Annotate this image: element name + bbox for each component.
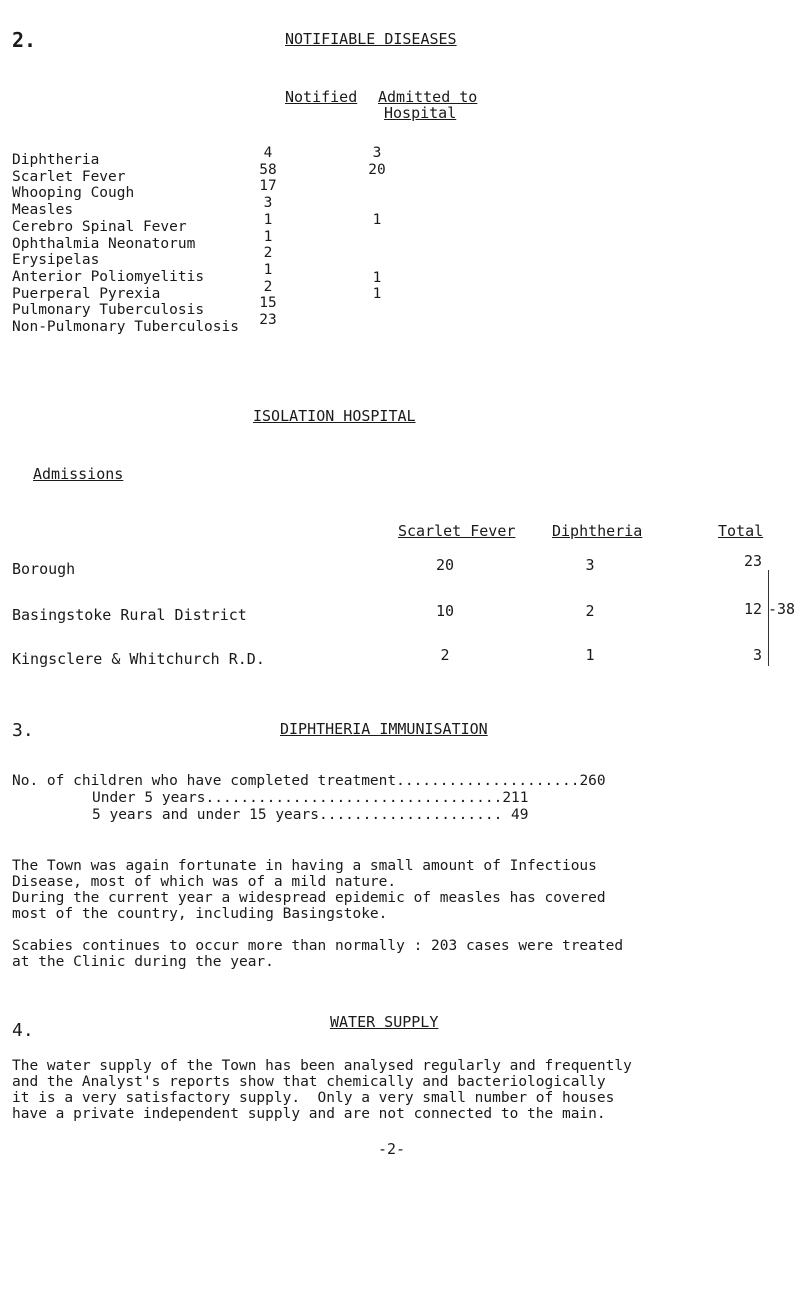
notified-count: 2 (263, 245, 273, 262)
paragraph-line: Scabies continues to occur more than normally : 203 cases were treated (12, 938, 624, 954)
notified-count: 4 (263, 145, 273, 161)
admission-area: Kingsclere & Whitchurch R.D. (12, 650, 265, 668)
paragraph-line: it is a very satisfactory supply. Only a very small number of houses (12, 1090, 615, 1106)
paragraph-water-supply (12, 1058, 632, 1122)
disease-name: Scarlet Fever (12, 168, 126, 185)
col-header-total: Total (718, 522, 764, 540)
immunisation-line-1 (12, 773, 606, 789)
paragraph-line: During the current year a widespread epidemic of measles has covered (12, 890, 606, 906)
notified-count: 23 (259, 312, 277, 328)
col-header-diphtheria: Diphtheria (552, 522, 643, 540)
admitted-count: 1 (372, 270, 382, 286)
disease-name: Erysipelas (12, 252, 100, 269)
total-count: 23 (744, 552, 763, 570)
scarlet-count: 20 (435, 556, 455, 574)
paragraph-line: most of the country, including Basingstoke. (12, 906, 388, 922)
notified-count: 1 (263, 228, 273, 245)
total-count: 3 (752, 646, 762, 664)
immunisation-line-2 (92, 790, 529, 806)
disease-name: Anterior Poliomyelitis (12, 268, 205, 285)
disease-name: Diphtheria (12, 152, 100, 168)
total-count: 12 (743, 600, 762, 618)
section-title-notifiable-diseases: NOTIFIABLE DISEASES (285, 30, 457, 48)
disease-name: Pulmonary Tuberculosis (12, 302, 205, 319)
admitted-count: 1 (372, 286, 382, 302)
paragraph-line: have a private independent supply and are not connected to the main. (12, 1106, 606, 1122)
section-number-2: 2. (12, 28, 37, 52)
diphtheria-count: 1 (585, 646, 595, 664)
immunisation-line-3 (92, 807, 529, 823)
notified-count: 17 (259, 178, 277, 195)
paragraph-line: and the Analyst's reports show that chemically and bacteriologically (12, 1074, 606, 1090)
paragraph-line: The Town was again fortunate in having a small amount of Infectious (12, 858, 597, 874)
scarlet-count: 2 (440, 646, 450, 664)
section-number-3: 3. (12, 720, 34, 741)
col-header-admitted-2: Hospital (384, 104, 457, 122)
notified-count: 1 (263, 211, 273, 228)
col-header-notified: Notified (285, 88, 358, 106)
disease-name: Ophthalmia Neonatorum (12, 235, 196, 252)
col-header-scarlet-fever: Scarlet Fever (398, 522, 516, 540)
leader-dots: .................................. (205, 790, 503, 806)
disease-name: Non-Pulmonary Tuberculosis (12, 319, 239, 335)
leader-dots: ..................... (396, 773, 580, 789)
disease-name: Measles (12, 202, 74, 219)
total-brace (762, 570, 769, 666)
admitted-count: 20 (368, 161, 386, 178)
section-title-isolation-hospital: ISOLATION HOSPITAL (253, 407, 416, 425)
section-title-water-supply: WATER SUPPLY (330, 1013, 439, 1031)
notified-count: 2 (263, 278, 273, 295)
leader-dots: ..................... (318, 807, 512, 823)
immunisation-label: 5 years and under 15 years (92, 807, 319, 823)
disease-name: Puerperal Pyrexia (12, 285, 161, 302)
admission-area: Borough (12, 560, 76, 578)
diphtheria-count: 3 (585, 556, 595, 574)
diphtheria-count: 2 (585, 602, 595, 620)
notified-count: 3 (263, 195, 273, 212)
notified-count: 58 (259, 161, 277, 178)
subtitle-admissions: Admissions (33, 465, 124, 483)
page-number: -2- (378, 1140, 406, 1158)
paragraph-line: The water supply of the Town has been analysed regularly and frequently (12, 1058, 632, 1074)
immunisation-label: Under 5 years (92, 790, 206, 806)
admission-area: Basingstoke Rural District (12, 606, 247, 624)
col-header-admitted-1: Admitted to (378, 88, 478, 106)
section-number-4: 4. (12, 1020, 34, 1041)
paragraph-line: Disease, most of which was of a mild nature. (12, 874, 397, 890)
immunisation-value: 260 (579, 773, 606, 789)
admitted-count: 3 (372, 145, 382, 161)
admitted-count: 1 (372, 211, 382, 228)
section-title-diphtheria-immunisation: DIPHTHERIA IMMUNISATION (280, 720, 488, 738)
paragraph-scabies (12, 938, 623, 970)
disease-name: Cerebro Spinal Fever (12, 218, 187, 235)
notified-count: 15 (259, 295, 277, 312)
grand-total: -38 (768, 600, 796, 618)
immunisation-label: No. of children who have completed treatment (12, 773, 397, 789)
scarlet-count: 10 (435, 602, 455, 620)
disease-name: Whooping Cough (12, 185, 135, 202)
paragraph-line: at the Clinic during the year. (12, 954, 274, 970)
immunisation-value: 211 (502, 790, 529, 806)
immunisation-value: 49 (511, 807, 529, 823)
paragraph-infectious-disease (12, 858, 606, 922)
notified-count: 1 (263, 261, 273, 278)
